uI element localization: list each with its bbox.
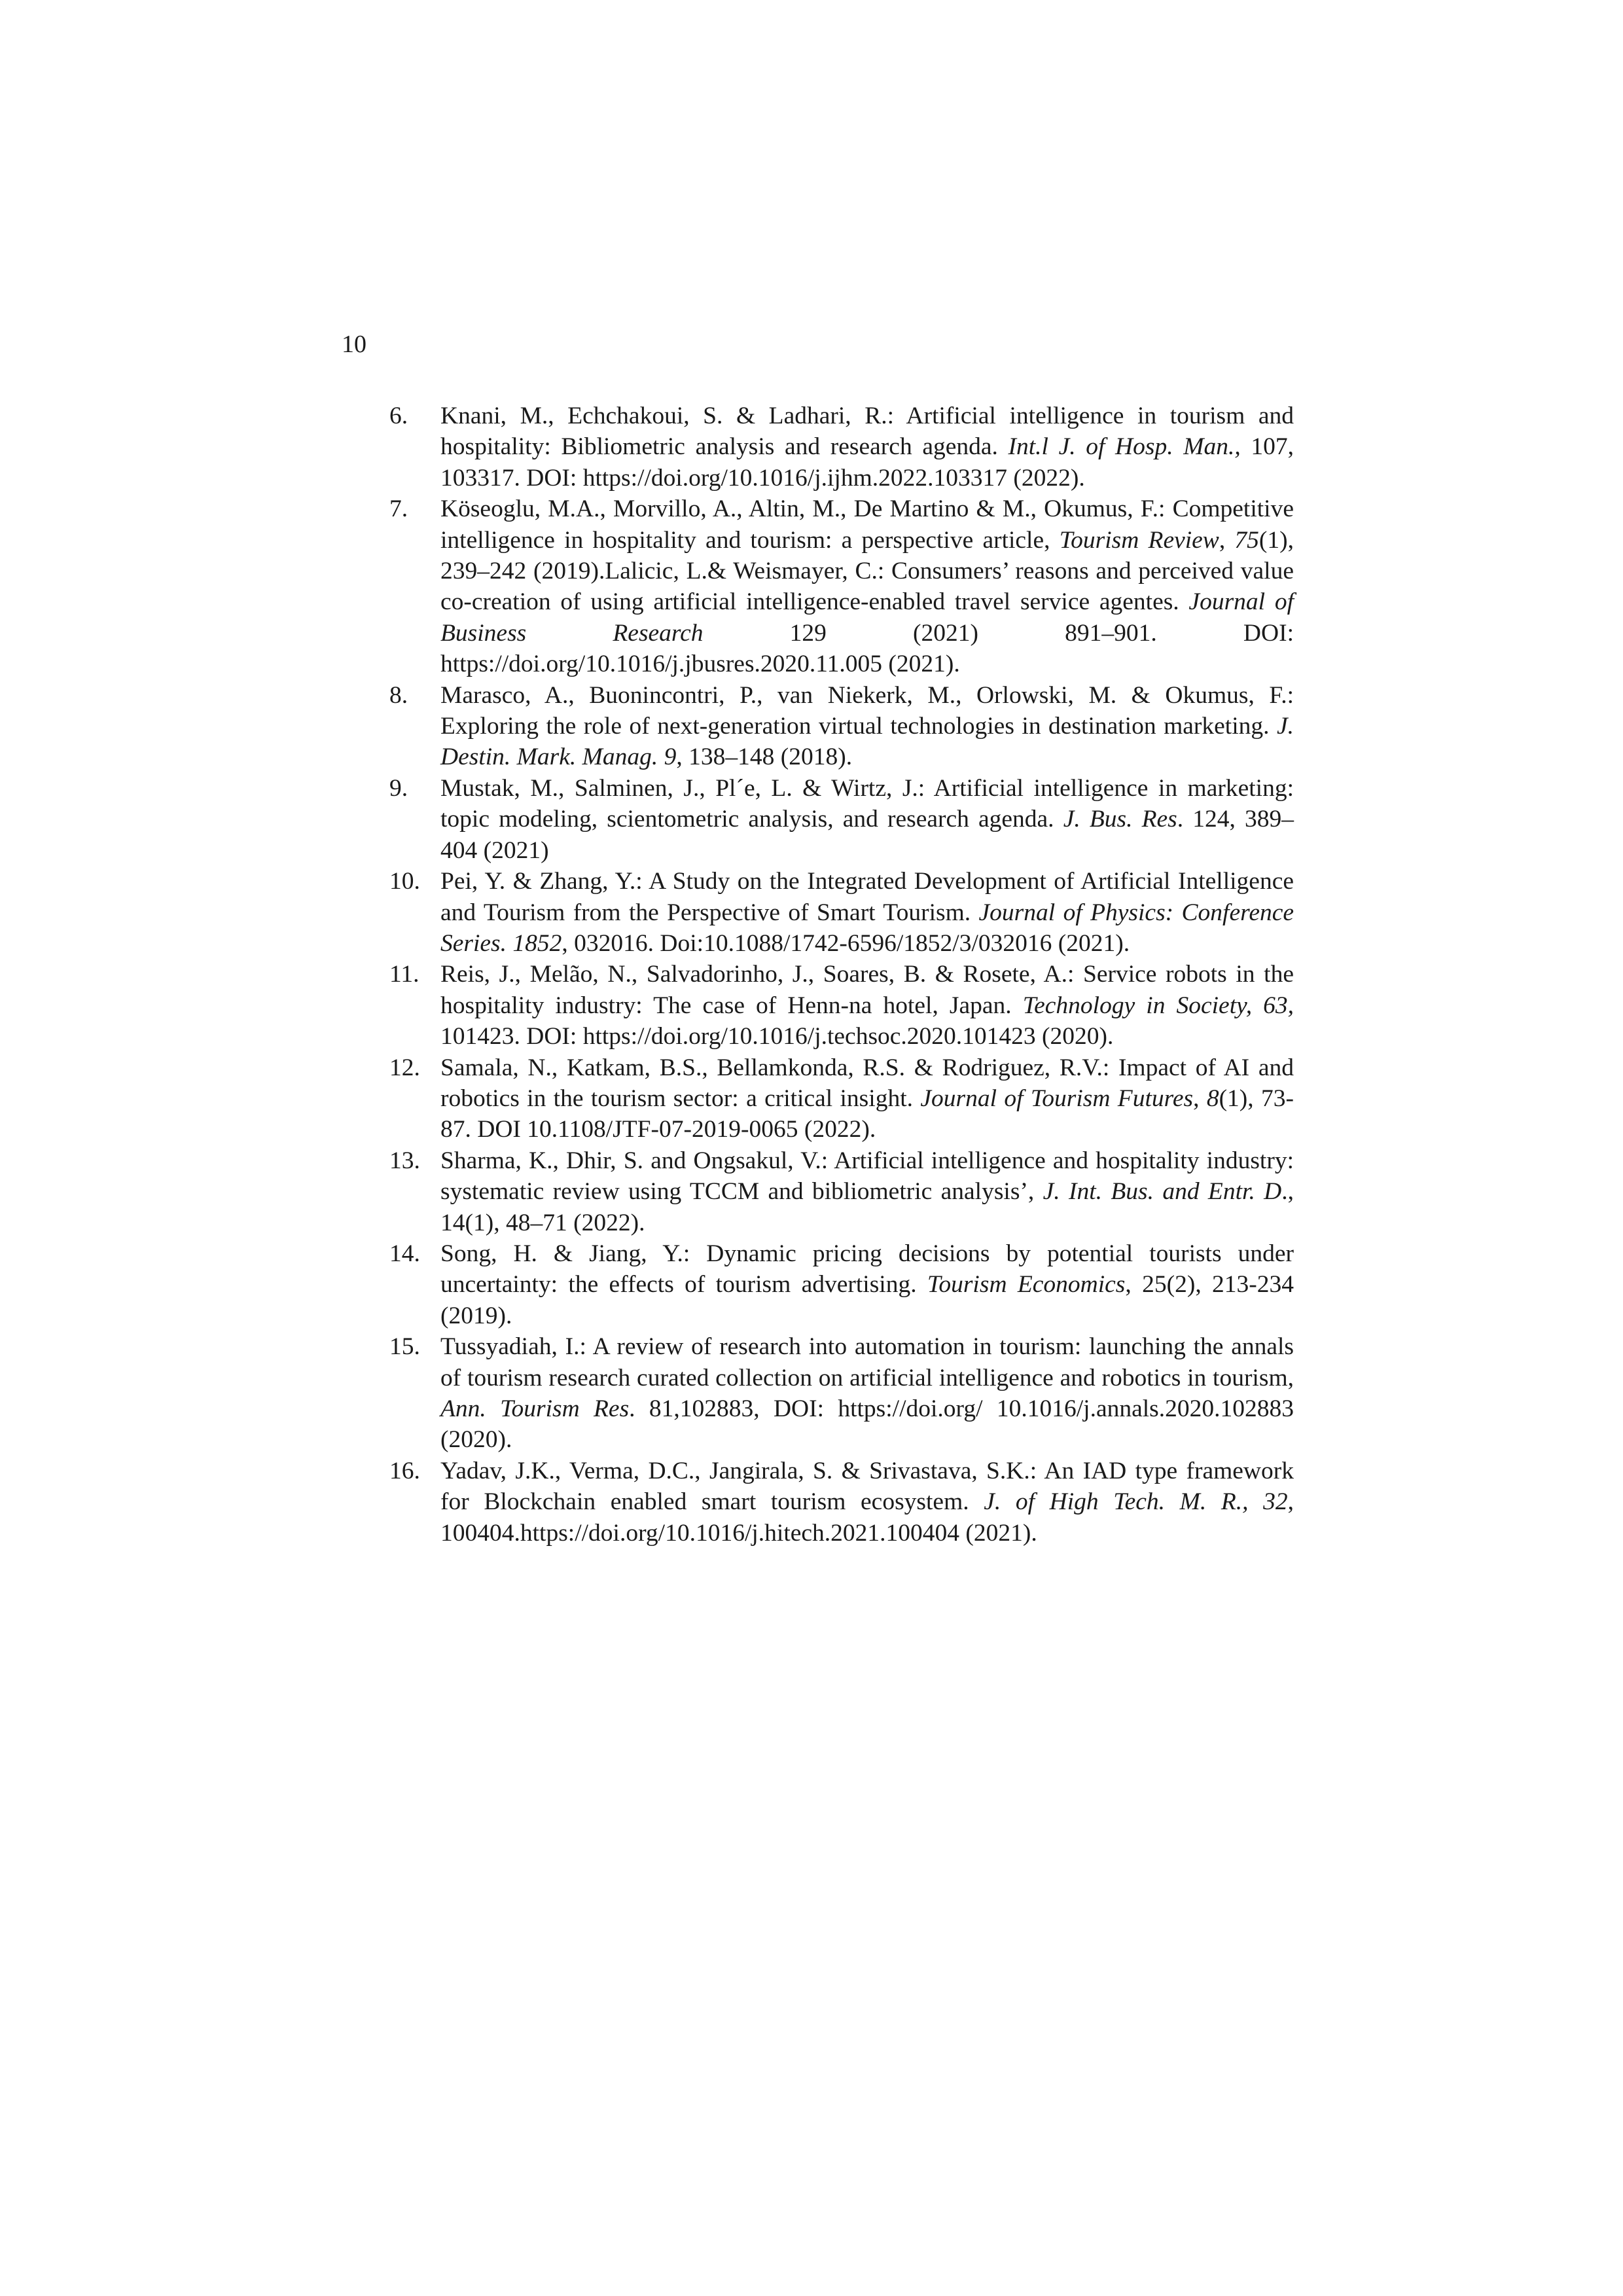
reference-text: [440, 1331, 1294, 1456]
reference-italic-segment: 8: [1206, 1085, 1219, 1112]
reference-italic-segment: Journal of Physics: Conference Series. 1852: [440, 899, 1294, 957]
reference-text-segment: . 81,102883, DOI: https://doi.org/ 10.1016/j.annals.2020.102883 (2020).: [440, 1395, 1294, 1454]
reference-text-segment: Pei, Y. & Zhang, Y.: A Study on the Integrated Development of Artificial Intelligence and Tourism from the Perspective of Smart Tourism.: [440, 868, 1294, 926]
reference-italic-segment: Tourism Economics: [927, 1271, 1126, 1299]
reference-text-segment: 129 (2021) 891–901. DOI: https://doi.org/10.1016/j.jbusres.2020.11.005 (2021).: [440, 619, 1294, 678]
reference-item: [389, 959, 1294, 1052]
reference-item: [389, 493, 1294, 679]
reference-item: [389, 866, 1294, 959]
reference-italic-segment: J. of High Tech. M. R., 32: [984, 1488, 1288, 1516]
reference-italic-segment: Technology in Society, 63,: [1022, 992, 1294, 1019]
reference-item: [389, 1238, 1294, 1331]
reference-text-segment: Mustak, M., Salminen, J., Pl´e, L. & Wirtz, J.: Artificial intelligence in marketing: topic modeling, scientometric analysis, and research agenda.: [440, 774, 1294, 833]
reference-italic-segment: Int.l J. of Hosp. Man.,: [1008, 433, 1241, 461]
reference-text: [440, 773, 1294, 866]
reference-item: [389, 1145, 1294, 1238]
reference-text-segment: Marasco, A., Buonincontri, P., van Niekerk, M., Orlowski, M. & Okumus, F.: Exploring the role of next-generation virtual technologies in destination marketing.: [440, 681, 1294, 740]
reference-number: 7.: [389, 495, 408, 523]
reference-text-segment: Samala, N., Katkam, B.S., Bellamkonda, R.S. & Rodriguez, R.V.: Impact of AI and robotics in the tourism sector: a critical insight.: [440, 1054, 1294, 1112]
reference-text-segment: ,: [1193, 1085, 1207, 1112]
reference-text-segment: Sharma, K., Dhir, S. and Ongsakul, V.: Artificial intelligence and hospitality industry: systematic review using TCCM and bibliometric analysis’,: [440, 1147, 1294, 1206]
reference-text-segment: . 124, 389–404 (2021): [440, 806, 1294, 864]
reference-text: [440, 1052, 1294, 1145]
reference-number: 14.: [389, 1240, 420, 1267]
reference-number: 13.: [389, 1147, 420, 1174]
reference-text-segment: Song, H. & Jiang, Y.: Dynamic pricing decisions by potential tourists under uncertainty: the effects of tourism advertising.: [440, 1240, 1294, 1299]
reference-italic-segment: Journal of Tourism Futures: [920, 1085, 1194, 1112]
reference-italic-segment: J. Int. Bus. and Entr. D: [1043, 1178, 1282, 1206]
reference-number: 6.: [389, 403, 408, 429]
reference-text-segment: , 25(2), 213-234 (2019).: [440, 1271, 1294, 1329]
reference-text-segment: Knani, M., Echchakoui, S. & Ladhari, R.: Artificial intelligence in tourism and hospitality: Bibliometric analysis and research agenda.: [440, 403, 1294, 461]
reference-italic-segment: Tourism Review: [1059, 526, 1219, 554]
reference-text-segment: (1), 239–242 (2019).Lalicic, L.& Weismayer, C.: Consumers’ reasons and perceived value co-creation of using artificial intelligence-enabled travel service agentes.: [440, 526, 1294, 616]
reference-text: [440, 493, 1294, 679]
reference-italic-segment: J. Destin. Mark. Manag. 9: [440, 713, 1294, 771]
reference-text-segment: , 032016. Doi:10.1088/1742-6596/1852/3/032016 (2021).: [562, 929, 1130, 957]
reference-text-segment: 101423. DOI: https://doi.org/10.1016/j.techsoc.2020.101423 (2020).: [440, 1023, 1114, 1050]
reference-item: [389, 1456, 1294, 1549]
reference-number: 16.: [389, 1457, 420, 1484]
reference-number: 8.: [389, 681, 408, 709]
reference-text: [440, 1238, 1294, 1331]
reference-item: [389, 773, 1294, 866]
reference-text: [440, 1145, 1294, 1238]
reference-text-segment: Reis, J., Melão, N., Salvadorinho, J., Soares, B. & Rosete, A.: Service robots in the hospitality industry: The case of Henn-na hotel, Japan.: [440, 961, 1294, 1019]
reference-text-segment: ,: [1219, 526, 1235, 554]
reference-text-segment: , 138–148 (2018).: [676, 744, 853, 771]
reference-number: 11.: [389, 961, 419, 988]
reference-item: [389, 1052, 1294, 1145]
reference-list: [389, 401, 1294, 1549]
reference-italic-segment: Ann. Tourism Res: [440, 1395, 630, 1422]
page-number: 10: [342, 331, 366, 358]
reference-text: [440, 680, 1294, 773]
reference-number: 12.: [389, 1054, 420, 1081]
reference-italic-segment: 75: [1234, 526, 1259, 554]
reference-item: [389, 680, 1294, 773]
reference-item: [389, 401, 1294, 493]
reference-text: [440, 1456, 1294, 1549]
reference-number: 9.: [389, 774, 408, 802]
reference-text: [440, 959, 1294, 1052]
reference-text-segment: 107, 103317. DOI: https://doi.org/10.1016/j.ijhm.2022.103317 (2022).: [440, 433, 1294, 492]
reference-text-segment: Yadav, J.K., Verma, D.C., Jangirala, S. & Srivastava, S.K.: An IAD type framework for Blockchain enabled smart tourism ecosystem.: [440, 1457, 1294, 1516]
reference-number: 15.: [389, 1333, 420, 1361]
reference-text: [440, 866, 1294, 959]
reference-text-segment: Köseoglu, M.A., Morvillo, A., Altin, M., De Martino & M., Okumus, F.: Competitive intelligence in hospitality and tourism: a perspective article,: [440, 495, 1294, 554]
reference-text-segment: ., 14(1), 48–71 (2022).: [440, 1178, 1294, 1236]
reference-item: [389, 1331, 1294, 1456]
reference-italic-segment: Journal of Business Research: [440, 588, 1294, 647]
reference-text-segment: Tussyadiah, I.: A review of research into automation in tourism: launching the annals of tourism research curated collection on artificial intelligence and robotics in tourism,: [440, 1333, 1294, 1391]
reference-italic-segment: J. Bus. Res: [1063, 806, 1177, 833]
reference-text-segment: (1), 73-87. DOI 10.1108/JTF-07-2019-0065 (2022).: [440, 1085, 1294, 1143]
reference-text: [440, 401, 1294, 493]
reference-number: 10.: [389, 868, 420, 895]
reference-text-segment: , 100404.https://doi.org/10.1016/j.hitech.2021.100404 (2021).: [440, 1488, 1294, 1547]
